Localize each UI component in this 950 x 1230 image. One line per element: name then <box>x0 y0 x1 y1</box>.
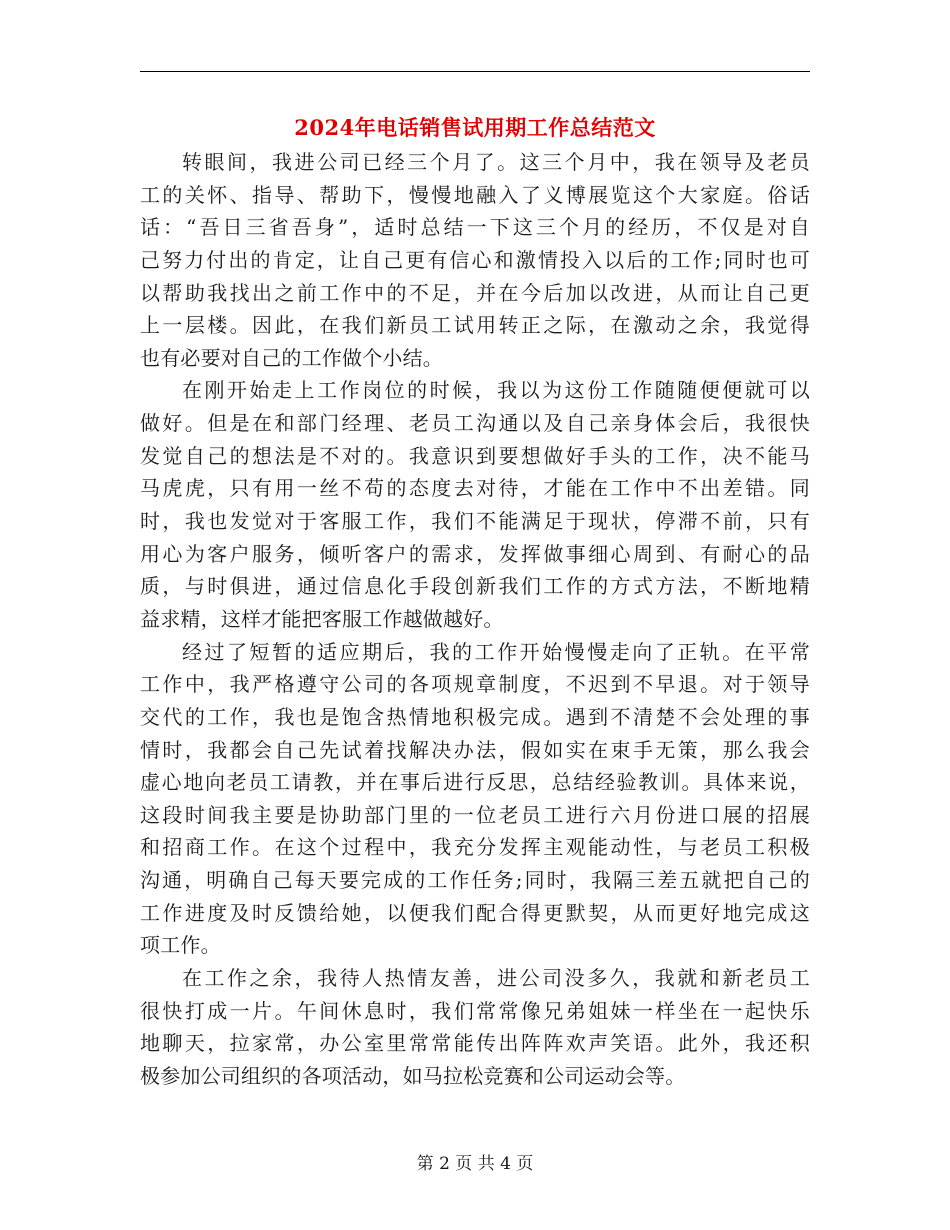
paragraph-line: 工的关怀、指导、帮助下，慢慢地融入了义博展览这个大家庭。俗话 <box>140 182 810 207</box>
paragraph-line: 益求精，这样才能把客服工作越做越好。 <box>140 606 504 631</box>
paragraph-line: 项工作。 <box>140 933 221 958</box>
paragraph-line: 用心为客户服务，倾听客户的需求，发挥做事细心周到、有耐心的品 <box>140 541 810 566</box>
document-title: 2024年电话销售试用期工作总结范文 <box>294 115 656 140</box>
paragraph-line: 在工作之余，我待人热情友善，进公司没多久，我就和新老员工 <box>182 966 810 991</box>
paragraph-line: 己努力付出的肯定，让自己更有信心和激情投入以后的工作;同时也可 <box>140 247 810 272</box>
document-body <box>140 146 810 1093</box>
paragraph-line: 在刚开始走上工作岗位的时候，我以为这份工作随随便便就可以 <box>182 378 810 403</box>
paragraph-line: 沟通，明确自己每天要完成的工作任务;同时，我隔三差五就把自己的 <box>140 868 810 893</box>
paragraph-line: 以帮助我找出之前工作中的不足，并在今后加以改进，从而让自己更 <box>140 280 810 305</box>
paragraph-line: 质，与时俱进，通过信息化手段创新我们工作的方式方法，不断地精 <box>140 574 810 599</box>
paragraph <box>140 374 810 635</box>
paragraph-line: 工作中，我严格遵守公司的各项规章制度，不迟到不早退。对于领导 <box>140 672 810 697</box>
paragraph-line: 做好。但是在和部门经理、老员工沟通以及自己亲身体会后，我很快 <box>140 411 810 436</box>
paragraph-line: 也有必要对自己的工作做个小结。 <box>140 345 443 370</box>
paragraph-line: 地聊天，拉家常，办公室里常常能传出阵阵欢声笑语。此外，我还积 <box>140 1031 810 1056</box>
paragraph-line: 马虎虎，只有用一丝不苟的态度去对待，才能在工作中不出差错。同 <box>140 476 810 501</box>
paragraph-line: 发觉自己的想法是不对的。我意识到要想做好手头的工作，决不能马 <box>140 443 810 468</box>
paragraph <box>140 962 810 1093</box>
paragraph-line: 很快打成一片。午间休息时，我们常常像兄弟姐妹一样坐在一起快乐 <box>140 998 810 1023</box>
paragraph-line: 这段时间我主要是协助部门里的一位老员工进行六月份进口展的招展 <box>140 802 810 827</box>
paragraph-line: 转眼间，我进公司已经三个月了。这三个月中，我在领导及老员 <box>182 150 810 174</box>
paragraph-line: 话：“吾日三省吾身”，适时总结一下这三个月的经历，不仅是对自 <box>140 215 810 240</box>
paragraph-line: 上一层楼。因此，在我们新员工试用转正之际，在激动之余，我觉得 <box>140 313 810 338</box>
header-rule <box>140 71 810 72</box>
paragraph-line: 工作进度及时反馈给她，以便我们配合得更默契，从而更好地完成这 <box>140 900 810 925</box>
paragraph <box>140 146 810 374</box>
paragraph-line: 和招商工作。在这个过程中，我充分发挥主观能动性，与老员工积极 <box>140 835 810 860</box>
paragraph-line: 交代的工作，我也是饱含热情地积极完成。遇到不清楚不会处理的事 <box>140 704 810 729</box>
paragraph-line: 极参加公司组织的各项活动，如马拉松竞赛和公司运动会等。 <box>140 1063 686 1088</box>
paragraph-line: 时，我也发觉对于客服工作，我们不能满足于现状，停滞不前，只有 <box>140 509 810 534</box>
paragraph-line: 虚心地向老员工请教，并在事后进行反思，总结经验教训。具体来说， <box>140 770 810 795</box>
paragraph-line: 经过了短暂的适应期后，我的工作开始慢慢走向了正轨。在平常 <box>182 639 810 664</box>
page-footer: 第 2 页 共 4 页 <box>416 1154 534 1174</box>
paragraph-line: 情时，我都会自己先试着找解决办法，假如实在束手无策，那么我会 <box>140 737 810 762</box>
paragraph <box>140 636 810 962</box>
